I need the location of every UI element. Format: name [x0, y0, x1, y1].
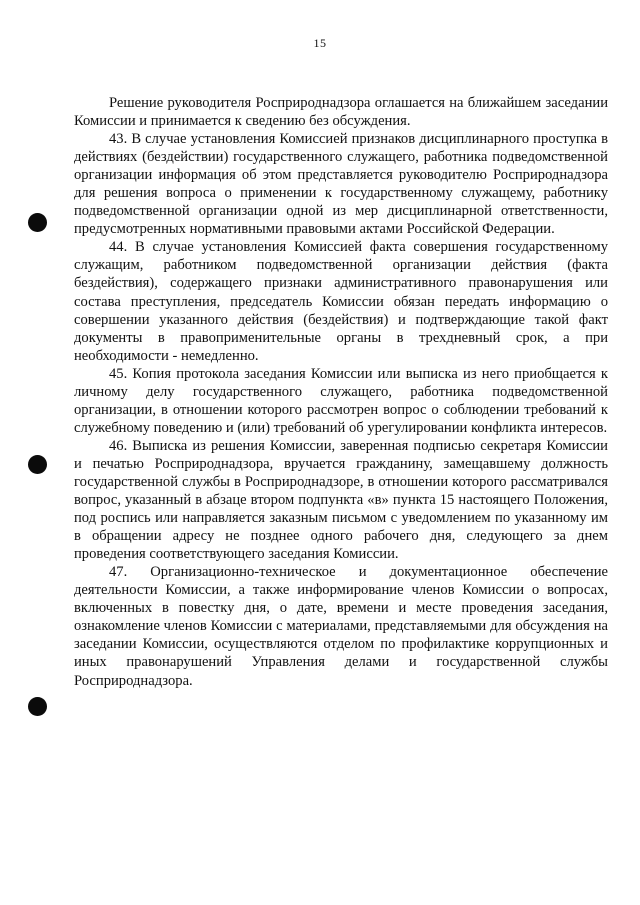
- paragraph-44: 44. В случае установления Комиссией факта совершения государственному служащим, работником подведомственной организации действия (факта бездействия), содержащего признаки административного правонарушения или состава преступления, председатель Комиссии обязан передать информацию о совершении указанного действия (бездействия) и подтверждающие такой факт документы в правоприменительные органы в трехдневный срок, а при необходимости - немедленно.: [74, 239, 608, 364]
- document-body: [74, 94, 608, 690]
- paragraph-47: 47. Организационно-техническое и документационное обеспечение деятельности Комиссии, а также информирование членов Комиссии о вопросах, включенных в повестку дня, о дате, времени и месте проведения заседания, ознакомление членов Комиссии с материалами, представляемыми для обсуждения на заседании Комиссии, осуществляются отделом по профилактике коррупционных и иных правонарушений Управления делами и государственной службы Росприроднадзора.: [74, 564, 608, 689]
- paragraph-46: 46. Выписка из решения Комиссии, заверенная подписью секретаря Комиссии и печатью Росприроднадзора, вручается гражданину, замещавшему должность государственной службы в Росприроднадзоре, в отношении которого рассматривался вопрос, указанный в абзаце втором подпункта «в» пункта 15 настоящего Положения, под роспись или направляется заказным письмом с уведомлением по указанному им в обращении адресу не позднее одного рабочего дня, следующего за днем проведения соответствующего заседания Комиссии.: [74, 437, 608, 563]
- punch-hole: [28, 213, 47, 232]
- punch-hole: [28, 455, 47, 474]
- paragraph-45: 45. Копия протокола заседания Комиссии или выписка из него приобщается к личному делу государственного служащего, работника подведомственной организации, в отношении которого рассмотрен вопрос о соблюдении требований к служебному поведению и (или) требований об урегулировании конфликта интересов.: [74, 365, 608, 436]
- paragraph-decision-announcement: Решение руководителя Росприроднадзора оглашается на ближайшем заседании Комиссии и принимается к сведению без обсуждения.: [74, 95, 608, 130]
- paragraph-43: 43. В случае установления Комиссией признаков дисциплинарного проступка в действиях (бездействии) государственного служащего, работника подведомственной организации информация об этом представляется руководителю Росприроднадзора для решения вопроса о применении к государственному служащему, работнику подведомственной организации одной из мер дисциплинарной ответственности, предусмотренных нормативными правовыми актами Российской Федерации.: [74, 131, 608, 238]
- punch-hole: [28, 697, 47, 716]
- page-number: 15: [313, 36, 327, 50]
